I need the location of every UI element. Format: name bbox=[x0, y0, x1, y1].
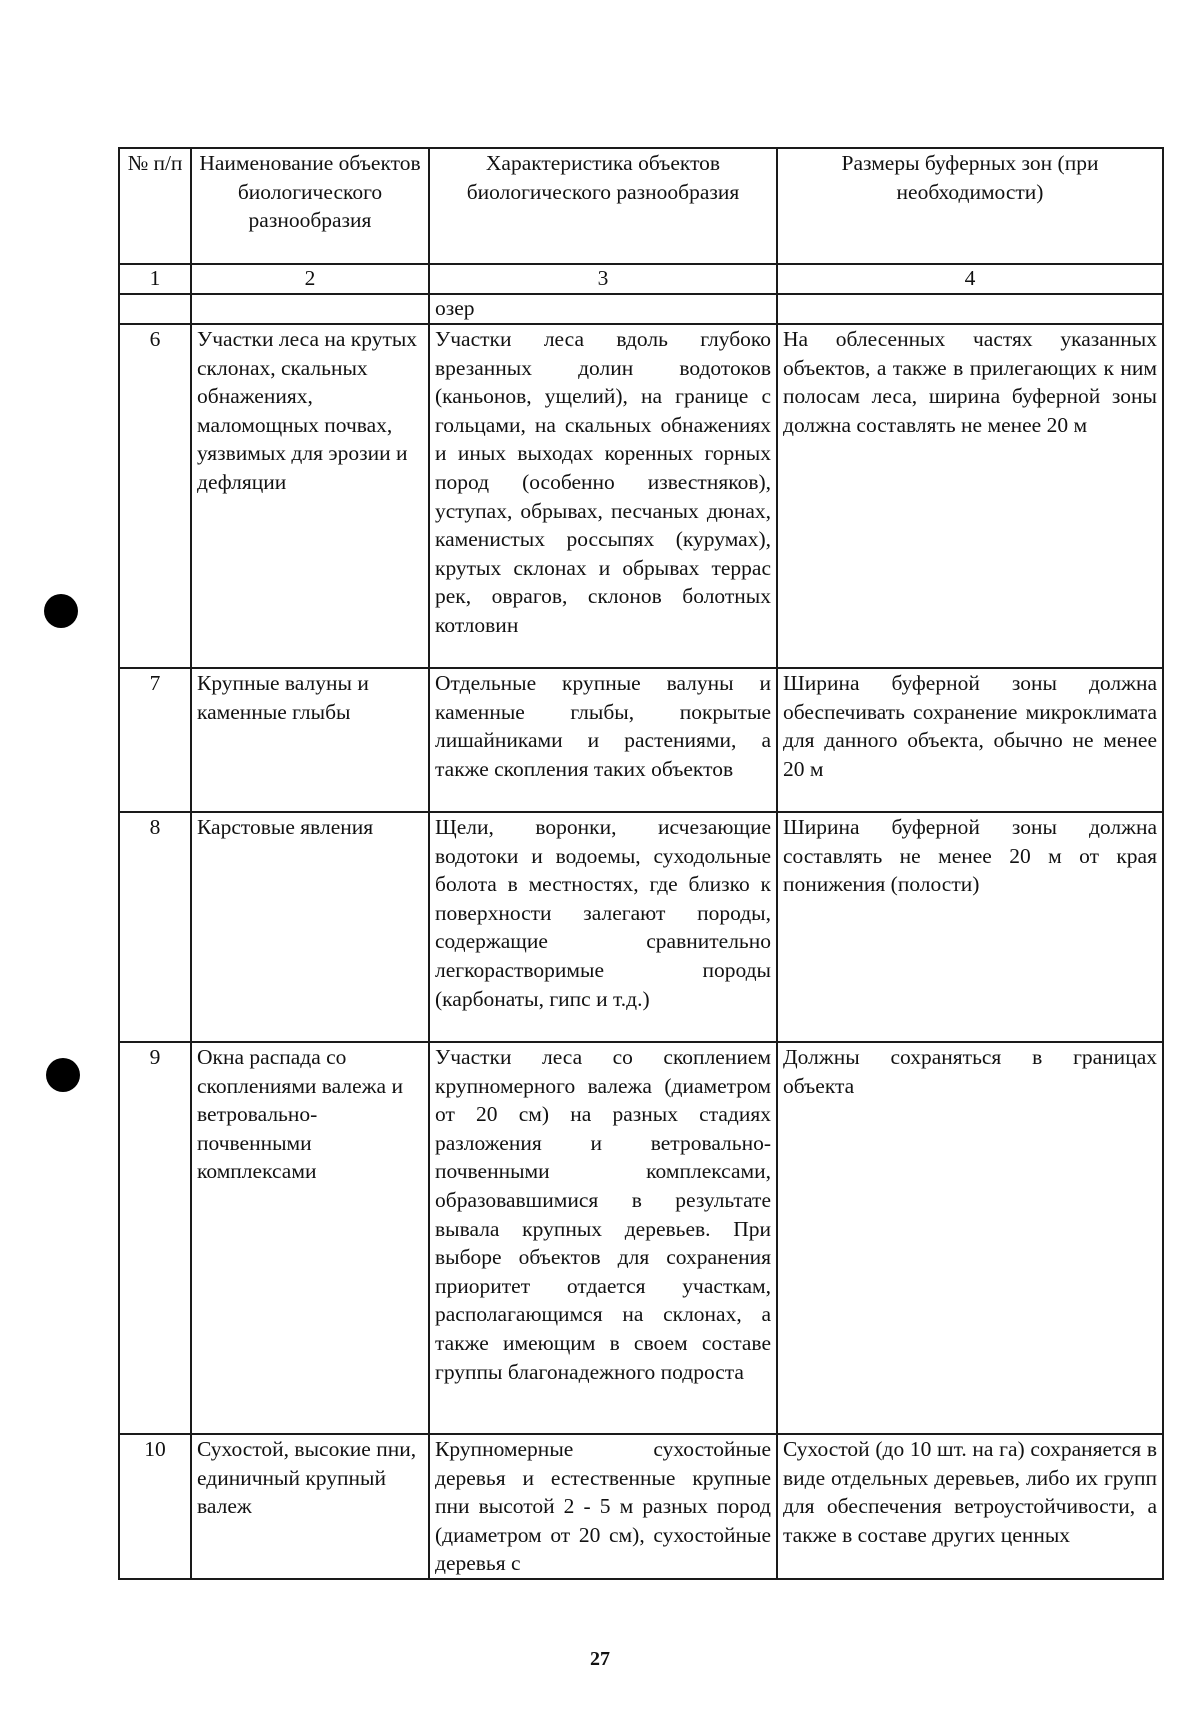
table-row bbox=[119, 812, 1163, 1042]
header-number: № п/п bbox=[119, 148, 191, 264]
row-buffer-size: Сухостой (до 10 шт. на га) сохраняется в виде отдельных деревьев, либо их групп для обеспечения ветроустойчивости, а также в составе других ценных bbox=[777, 1434, 1163, 1579]
row-characteristics: Участки леса со скоплением крупномерного валежа (диаметром от 20 см) на разных стадиях разложения и ветровально-почвенными комплексами, образовавшимися в результате вывала крупных деревьев. При выборе объектов для сохранения приоритет отдается участкам, располагающимся на склонах, а также имеющим в своем составе группы благонадежного подроста bbox=[429, 1042, 777, 1434]
continuation-empty-1 bbox=[119, 294, 191, 324]
row-object-name: Участки леса на крутых склонах, скальных обнажениях, маломощных почвах, уязвимых для эрозии и дефляции bbox=[191, 324, 429, 668]
row-buffer-size: На облесенных частях указанных объектов, а также в прилегающих к ним полосам леса, ширина буферной зоны должна составлять не менее 20 м bbox=[777, 324, 1163, 668]
punch-hole-mark bbox=[46, 1058, 80, 1092]
table-row bbox=[119, 1434, 1163, 1579]
header-characteristics: Характеристика объектов биологического разнообразия bbox=[429, 148, 777, 264]
row-object-name: Окна распада со скоплениями валежа и ветровально-почвенными комплексами bbox=[191, 1042, 429, 1434]
header-buffer-size: Размеры буферных зон (при необходимости) bbox=[777, 148, 1163, 264]
row-number: 10 bbox=[119, 1434, 191, 1579]
row-number: 8 bbox=[119, 812, 191, 1042]
table-row bbox=[119, 324, 1163, 668]
continuation-text: озер bbox=[429, 294, 777, 324]
row-object-name: Сухостой, высокие пни, единичный крупный валеж bbox=[191, 1434, 429, 1579]
continuation-empty-4 bbox=[777, 294, 1163, 324]
row-characteristics: Отдельные крупные валуны и каменные глыбы, покрытые лишайниками и растениями, а также скопления таких объектов bbox=[429, 668, 777, 812]
page-number: 27 bbox=[590, 1648, 610, 1670]
row-object-name: Карстовые явления bbox=[191, 812, 429, 1042]
row-number: 6 bbox=[119, 324, 191, 668]
continuation-row bbox=[119, 294, 1163, 324]
table-row bbox=[119, 1042, 1163, 1434]
punch-hole-mark bbox=[44, 594, 78, 628]
row-characteristics: Щели, воронки, исчезающие водотоки и водоемы, суходольные болота в местностях, где близко к поверхности залегают породы, содержащие сравнительно легкорастворимые породы (карбонаты, гипс и т.д.) bbox=[429, 812, 777, 1042]
row-buffer-size: Должны сохраняться в границах объекта bbox=[777, 1042, 1163, 1434]
row-number: 7 bbox=[119, 668, 191, 812]
column-numbers-row bbox=[119, 264, 1163, 294]
table-row bbox=[119, 668, 1163, 812]
row-object-name: Крупные валуны и каменные глыбы bbox=[191, 668, 429, 812]
header-object-name: Наименование объектов биологического разнообразия bbox=[191, 148, 429, 264]
table-header-row bbox=[119, 148, 1163, 264]
row-characteristics: Участки леса вдоль глубоко врезанных долин водотоков (каньонов, ущелий), на границе с гольцами, на скальных обнажениях и иных выходах коренных горных пород (особенно известняков), уступах, обрывах, песчаных дюнах, каменистых россыпях (курумах), крутых склонах и обрывах террас рек, оврагов, склонов болотных котловин bbox=[429, 324, 777, 668]
row-buffer-size: Ширина буферной зоны должна обеспечивать сохранение микроклимата для данного объекта, обычно не менее 20 м bbox=[777, 668, 1163, 812]
biodiversity-table bbox=[118, 147, 1164, 1580]
row-characteristics: Крупномерные сухостойные деревья и естественные крупные пни высотой 2 - 5 м разных пород (диаметром от 20 см), сухостойные деревья с bbox=[429, 1434, 777, 1579]
column-number-2: 2 bbox=[191, 264, 429, 294]
column-number-3: 3 bbox=[429, 264, 777, 294]
continuation-empty-2 bbox=[191, 294, 429, 324]
column-number-4: 4 bbox=[777, 264, 1163, 294]
column-number-1: 1 bbox=[119, 264, 191, 294]
row-buffer-size: Ширина буферной зоны должна составлять не менее 20 м от края понижения (полости) bbox=[777, 812, 1163, 1042]
row-number: 9 bbox=[119, 1042, 191, 1434]
